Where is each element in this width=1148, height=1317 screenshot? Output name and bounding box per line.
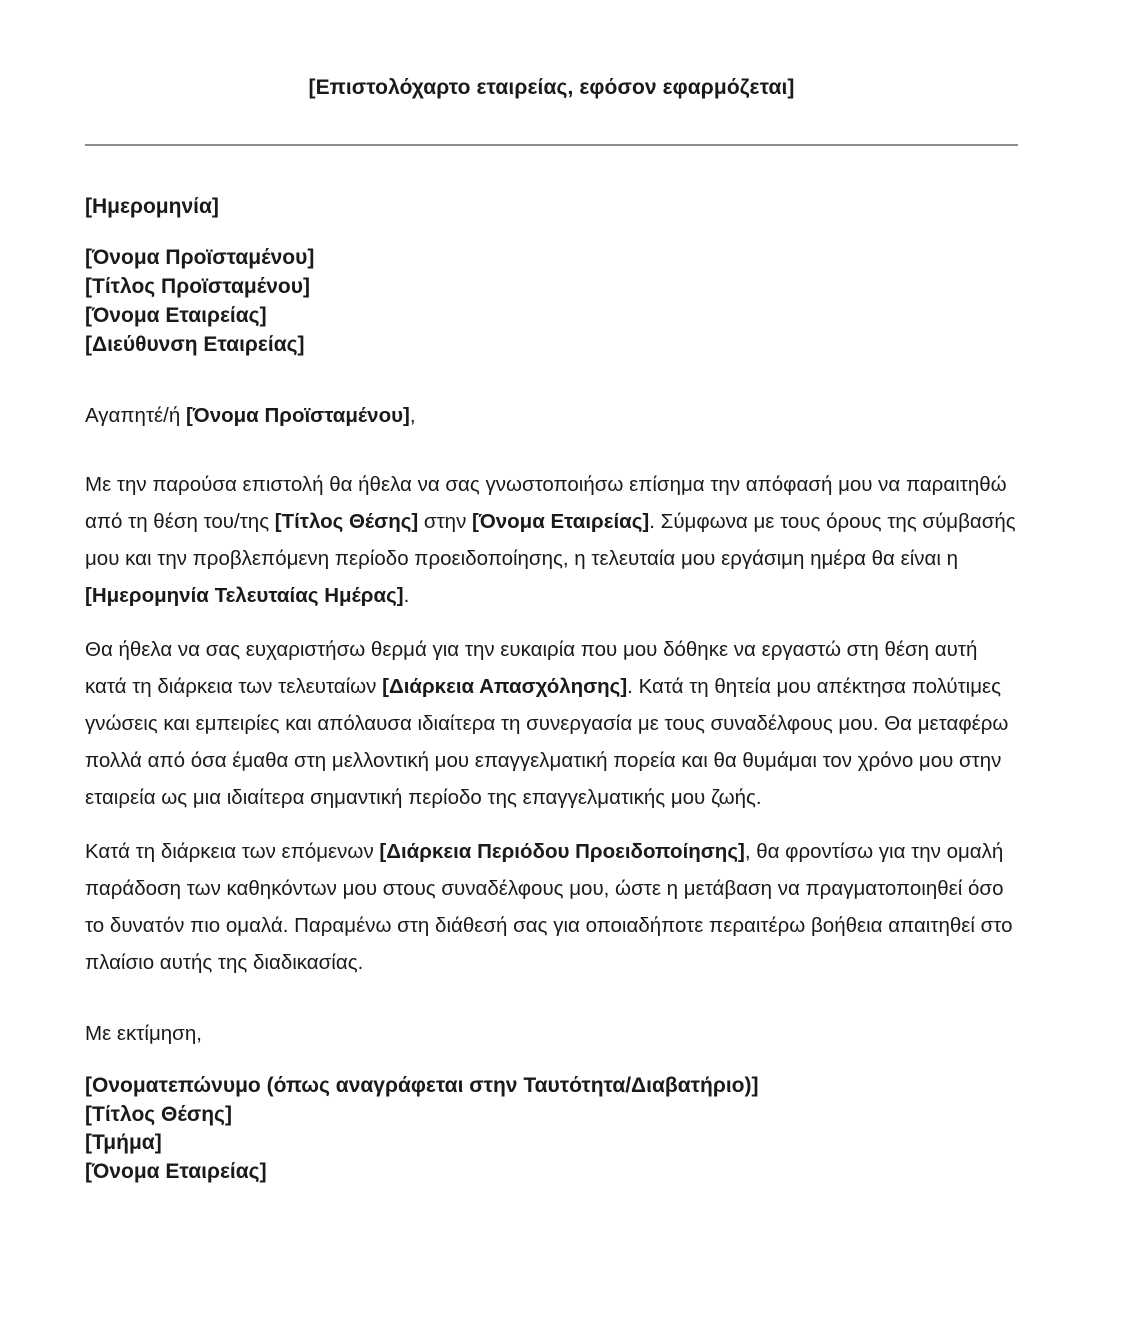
signer-title-placeholder: [Τίτλος Θέσης] — [85, 1102, 232, 1126]
company-name-placeholder: [Όνομα Εταιρείας] — [472, 510, 650, 533]
paragraph-gratitude — [85, 631, 1018, 816]
p1-text: στην — [418, 510, 473, 533]
salutation-prefix: Αγαπητέ/ή — [85, 404, 186, 427]
signature-block — [85, 1072, 1018, 1186]
recipient-block — [85, 243, 1018, 359]
letterhead-placeholder: [Επιστολόχαρτο εταιρείας, εφόσον εφαρμόζεται] — [308, 76, 795, 99]
recipient-company-placeholder: [Όνομα Εταιρείας] — [85, 304, 267, 327]
p1-text: Με την παρούσα επιστολή θα ήθελα να σας γνωστοποιήσω επίσημα την απόφασή μου να παραιτηθώ από τη θέση του/της — [85, 473, 1007, 533]
p1-text: . Σύμφωνα με τους όρους της σύμβασής μου και την προβλεπόμενη περίοδο προειδοποίησης, η τελευταία μου εργάσιμη ημέρα θα είναι η — [85, 510, 1016, 570]
divider-rule — [85, 144, 1018, 146]
last-day-date-placeholder: [Ημερομηνία Τελευταίας Ημέρας] — [85, 584, 404, 607]
recipient-address-placeholder: [Διεύθυνση Εταιρείας] — [85, 333, 305, 356]
employment-duration-placeholder: [Διάρκεια Απασχόλησης] — [382, 675, 628, 698]
paragraph-transition — [85, 833, 1018, 981]
salutation-suffix: , — [409, 404, 416, 427]
recipient-title-placeholder: [Τίτλος Προϊσταμένου] — [85, 275, 310, 298]
salutation-name-placeholder: [Όνομα Προϊσταμένου] — [185, 404, 410, 427]
p3-text: , θα φροντίσω για την ομαλή παράδοση των καθηκόντων μου στους συναδέλφους μου, ώστε η μετάβαση να πραγματοποιηθεί όσο το δυνατόν πιο ομαλά. Παραμένω στη διάθεσή σας για οποιαδήποτε περαιτέρω βοήθεια απαιτηθεί στο πλαίσιο αυτής της διαδικασίας. — [85, 840, 1013, 974]
p1-text: . — [403, 584, 410, 607]
position-title-placeholder: [Τίτλος Θέσης] — [274, 510, 419, 533]
signer-fullname-placeholder: [Ονοματεπώνυμο (όπως αναγράφεται στην Ταυτότητα/Διαβατήριο)] — [85, 1074, 759, 1097]
recipient-name-placeholder: [Όνομα Προϊσταμένου] — [85, 246, 315, 269]
paragraph-resignation-statement — [85, 466, 1018, 614]
notice-period-placeholder: [Διάρκεια Περιόδου Προειδοποίησης] — [379, 840, 745, 863]
salutation-line — [85, 401, 1018, 430]
p3-text: Κατά τη διάρκεια των επόμενων — [85, 840, 380, 863]
signer-department-placeholder: [Τμήμα] — [85, 1131, 162, 1154]
signer-company-placeholder: [Όνομα Εταιρείας] — [85, 1159, 267, 1183]
letter-content — [85, 74, 1018, 1186]
p2-text: Θα ήθελα να σας ευχαριστήσω θερμά για την ευκαιρία που μου δόθηκε να εργαστώ στη θέση αυτή κατά τη διάρκεια των τελευταίων — [85, 638, 978, 698]
closing-line: Με εκτίμηση, — [85, 1022, 202, 1045]
date-placeholder: [Ημερομηνία] — [85, 195, 219, 218]
p2-text: . Κατά τη θητεία μου απέκτησα πολύτιμες γνώσεις και εμπειρίες και απόλαυσα ιδιαίτερα τη συνεργασία με τους συναδέλφους μου. Θα μεταφέρω πολλά από όσα έμαθα στη μελλοντική μου επαγγελματική πορεία και θα θυμάμαι τον χρόνο μου στην εταιρεία ως μια ιδιαίτερα σημαντική περίοδο της επαγγελματικής μου ζωής. — [85, 675, 1009, 809]
